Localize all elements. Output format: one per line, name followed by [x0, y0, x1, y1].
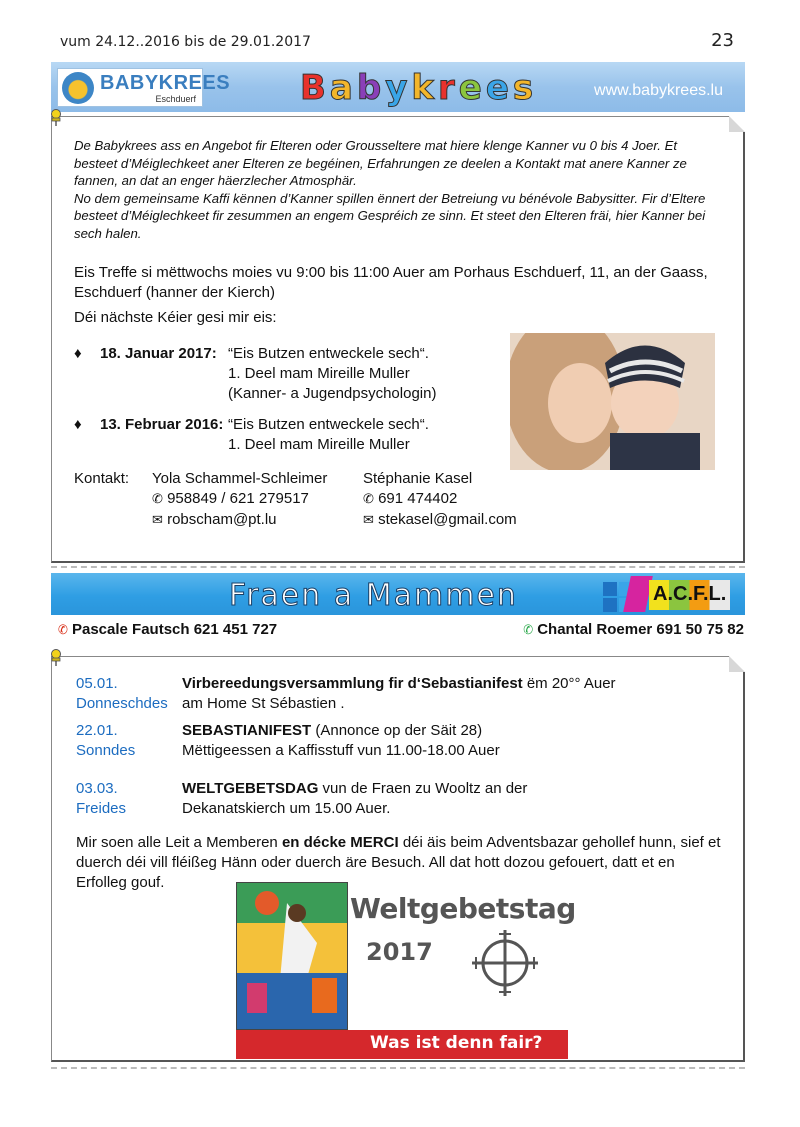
contact-email[interactable]: robscham@pt.lu: [167, 511, 277, 528]
contact-person-2: [363, 469, 517, 531]
fraen-title: Fraen a Mammen: [229, 578, 518, 613]
contact-email[interactable]: stekasel@gmail.com: [378, 511, 517, 528]
wordmark-letter: a: [329, 68, 357, 108]
poster-year: 2017: [366, 938, 433, 966]
next-meetings-label: Déi nächste Kéier gesi mir eis:: [74, 309, 277, 326]
intro-paragraph-2: No dem gemeinsame Kaffi kënnen d’Kanner spillen ënnert der Betreiung vu bénévole Babysitter. Fir d’Eltere besteet d’Méiglechkeet fir zesummen an engem Gespréich ze sinn. Et steet den Elteren fräi, hier Kanner bei sech halen.: [74, 190, 706, 241]
contact-name: Stéphanie Kasel: [363, 470, 473, 487]
weltgebetstag-poster: [236, 882, 576, 1059]
agenda-title-rest: (Annonce op der Säit 28): [311, 722, 483, 739]
babykrees-logo-emblem-icon: [62, 72, 94, 104]
phone-icon: ✆: [152, 492, 163, 507]
acfl-logo-text: A.C.F.L.: [649, 580, 730, 610]
wordmark-letter: B: [300, 68, 330, 108]
phone-icon: ✆: [523, 623, 534, 638]
contact-name-phone: Pascale Fautsch 621 451 727: [71, 621, 278, 638]
agenda-title: WELTGEBETSDAG: [182, 780, 319, 797]
babykrees-logo: [57, 68, 231, 107]
event-title: “Eis Butzen entweckele sech“.: [228, 345, 429, 362]
event-speaker: 1. Deel mam Mireille Muller: [228, 365, 410, 382]
mouse-icon: ✉: [152, 513, 163, 528]
wordmark-letter: b: [356, 68, 386, 108]
agenda-detail: Mëttigeessen a Kaffisstuff vun 11.00-18.00 Auer: [182, 742, 500, 759]
event-speaker: 1. Deel mam Mireille Muller: [228, 436, 410, 453]
poster-slogan: Was ist denn fair?: [370, 1033, 543, 1053]
diamond-bullet-icon: ♦: [74, 416, 82, 433]
babykrees-banner: [51, 62, 745, 112]
fraen-contact-left: [58, 621, 277, 638]
agenda-date: 05.01.: [76, 675, 118, 692]
mouse-icon: ✉: [363, 513, 374, 528]
babykrees-logo-subtitle: Eschduerf: [155, 94, 196, 104]
fraen-banner: [51, 573, 745, 615]
mother-baby-photo: [510, 333, 715, 470]
phone-icon: ✆: [58, 623, 68, 638]
pushpin-icon: [48, 649, 64, 667]
wordmark-letter: e: [485, 68, 513, 108]
wordmark-letter: r: [438, 68, 459, 108]
event-date: 13. Februar 2016:: [100, 416, 224, 433]
celtic-cross-icon: [468, 926, 542, 1000]
agenda-weekday: Donneschdes: [76, 695, 168, 712]
contact-phone[interactable]: 958849 / 621 279517: [167, 490, 309, 507]
babykrees-intro: [74, 137, 714, 242]
thanks-text-end: déi äis beim Adventsbazar gehollef hunn, sief et duerch déi vill fléißeg Hänn oder duerch äre Besuch. All dat hott dozou gefouert, datt et en Erfolleg gouf.: [76, 834, 721, 891]
acfl-logo: [603, 576, 735, 612]
agenda-weekday: Sonndes: [76, 742, 136, 759]
phone-icon: ✆: [363, 492, 374, 507]
agenda-title-rest: ëm 20°° Auer: [522, 675, 616, 692]
wordmark-letter: s: [512, 68, 538, 108]
agenda-title-rest: vun de Fraen zu Wooltz an der: [318, 780, 528, 797]
diamond-bullet-icon: ♦: [74, 345, 82, 362]
babykrees-logo-text: BABYKREES: [100, 72, 231, 94]
pushpin-icon: [48, 109, 64, 127]
fraen-box: [51, 656, 745, 1062]
wordmark-letter: k: [411, 68, 439, 108]
thanks-highlight: en décke MERCI: [281, 834, 399, 851]
event-title: “Eis Butzen entweckele sech“.: [228, 416, 429, 433]
agenda-weekday: Freides: [76, 800, 127, 817]
poster-title: Weltgebetstag: [350, 892, 576, 925]
wordmark-letter: e: [458, 68, 486, 108]
contact-phone[interactable]: 691 474402: [378, 490, 458, 507]
babykrees-wordmark: [300, 68, 537, 108]
meeting-info: Eis Treffe si mëttwochs moies vu 9:00 bis 11:00 Auer am Porhaus Eschduerf, 11, an der Gaass, Eschduerf (hanner der Kierch): [74, 264, 708, 301]
thanks-text-start: Mir soen alle Leit a Memberen: [76, 834, 282, 851]
fraen-contact-right: [523, 621, 744, 638]
contact-label: Kontakt:: [74, 470, 130, 487]
agenda-detail: Dekanatskierch um 15.00 Auer.: [182, 800, 391, 817]
page-curl-icon: [729, 116, 745, 132]
agenda-detail: am Home St Sébastien .: [182, 695, 345, 712]
contact-name-phone: Chantal Roemer 691 50 75 82: [537, 621, 744, 638]
intro-paragraph-1: De Babykrees ass en Angebot fir Elteren oder Grousseltere mat hiere klenge Kanner vu 0 bis 4 Joer. Et besteet d’Méiglechkeet aner Elteren ze begéinen, Erfahrungen ze deelen a Kontakt mat anere Kanner ze fannen, an dat an enger häerzlecher Atmosphär.: [74, 138, 687, 188]
contact-name: Yola Schammel-Schleimer: [152, 470, 328, 487]
header-date-range: vum 24.12..2016 bis de 29.01.2017: [60, 34, 311, 50]
section-divider: [51, 566, 745, 568]
event-speaker-role: (Kanner- a Jugendpsychologin): [228, 385, 437, 402]
babykrees-box: [51, 116, 745, 563]
section-divider: [51, 1067, 745, 1069]
babykrees-url[interactable]: www.babykrees.lu: [594, 82, 723, 99]
agenda-title: SEBASTIANIFEST: [182, 722, 312, 739]
wordmark-letter: y: [385, 68, 412, 108]
agenda-date: 03.03.: [76, 780, 118, 797]
agenda-date: 22.01.: [76, 722, 118, 739]
poster-artwork: [236, 882, 348, 1030]
page-number: 23: [711, 30, 734, 51]
contact-person-1: [152, 469, 327, 531]
poster-slogan-bar: [236, 1030, 568, 1059]
agenda-title: Virbereedungsversammlung fir d‘Sebastianifest: [182, 675, 523, 692]
event-date: 18. Januar 2017:: [100, 345, 217, 362]
page-curl-icon: [729, 656, 745, 672]
